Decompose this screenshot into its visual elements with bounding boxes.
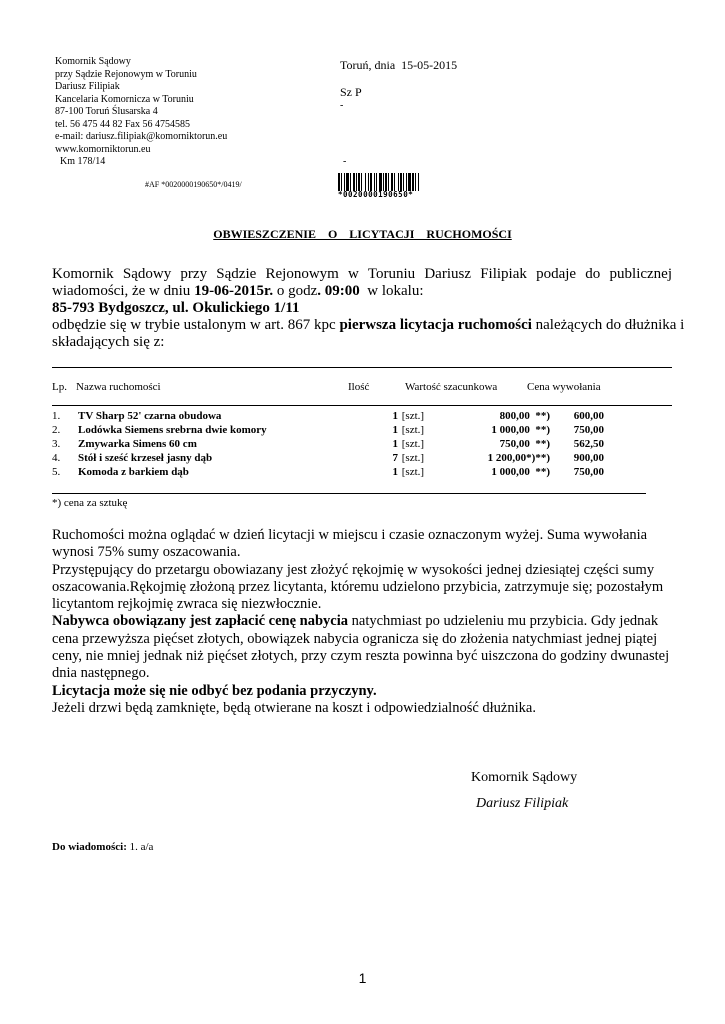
auction-address: 85-793 Bydgoszcz, ul. Okulickiego 1/11: [52, 300, 300, 316]
payment-paragraph: [52, 613, 672, 682]
row-lp: 1.: [52, 410, 61, 422]
intro-text: należących do dłużnika i: [531, 317, 685, 333]
row-price: 562,50: [573, 438, 604, 450]
row-unit: [szt.]: [399, 410, 425, 422]
row-lp: 2.: [52, 424, 61, 436]
row-value: 1 200,00*)**): [487, 452, 550, 464]
row-value: 800,00 **): [499, 410, 550, 422]
addressee: Sz P: [340, 85, 362, 99]
row-qty-value: 1: [392, 424, 398, 436]
conditions-text: [52, 527, 672, 717]
row-qty: [360, 466, 398, 478]
header-line: tel. 56 475 44 82 Fax 56 4754585: [55, 118, 190, 130]
barcode-text: *0020000190650*: [338, 190, 414, 199]
auction-time: . 09:00: [317, 283, 360, 299]
row-value: 1 000,00 **): [491, 466, 550, 478]
row-qty: [360, 452, 398, 464]
row-qty-value: 7: [392, 452, 398, 464]
row-unit: [szt.]: [399, 438, 425, 450]
col-header-qty: Ilość: [348, 381, 370, 393]
distribution-value: 1. a/a: [126, 841, 154, 853]
cancellation-note: Licytacja może się nie odbyć bez podania przyczyny.: [52, 682, 377, 699]
viewing-paragraph: Ruchomości można oglądać w dzień licytacji w miejscu i czasie oznaczonym wyżej. Suma wywołania wynosi 75% sumy oszacowania.: [52, 527, 648, 561]
barcode: [338, 173, 444, 198]
reference-code: #AF *0020000190650*/0419/: [145, 180, 242, 189]
row-price: 600,00: [573, 410, 604, 422]
document-date: Toruń, dnia 15-05-2015: [340, 58, 458, 72]
row-lp: 3.: [52, 438, 61, 450]
barcode-bar: [419, 173, 420, 191]
table-row: [52, 466, 672, 480]
intro-text: wiadomości, że w dniu: [52, 283, 195, 299]
row-value: 1 000,00 **): [491, 424, 550, 436]
header-line: Dariusz Filipiak: [55, 81, 120, 92]
intro-line: Komornik Sądowy przy Sądzie Rejonowym w Toruniu Dariusz Filipiak podaje do publicznej: [52, 266, 672, 282]
intro-text: w lokalu:: [359, 283, 424, 299]
header-line: Kancelaria Komornicza w Toruniu: [55, 93, 194, 105]
row-unit: [szt.]: [399, 424, 425, 436]
row-price: 900,00: [573, 452, 604, 464]
col-header-value: Wartość szacunkowa: [405, 381, 498, 393]
row-price: 750,00: [573, 424, 604, 436]
barcode-dash: -: [343, 156, 347, 167]
locked-doors-paragraph: Jeżeli drzwi będą zamknięte, będą otwierane na koszt i odpowiedzialność dłużnika.: [52, 699, 536, 716]
table-header-rule: [52, 405, 672, 406]
row-qty: [360, 424, 398, 436]
table-top-rule: [52, 367, 672, 368]
distribution-list: [52, 841, 153, 853]
intro-line: składających się z:: [52, 334, 165, 350]
auction-type: pierwsza licytacja ruchomości: [339, 317, 532, 333]
row-name: TV Sharp 52' czarna obudowa: [78, 410, 222, 422]
row-lp: 5.: [52, 466, 61, 478]
row-qty-value: 1: [392, 466, 398, 478]
page-number: 1: [358, 970, 367, 986]
row-name: Zmywarka Simens 60 cm: [78, 438, 197, 450]
auction-date: 19-06-2015r.: [194, 283, 274, 299]
row-name: Lodówka Siemens srebrna dwie komory: [78, 424, 267, 436]
col-header-name: Nazwa ruchomości: [76, 381, 161, 393]
row-qty: [360, 410, 398, 422]
table-row: [52, 424, 672, 438]
header-line: 87-100 Toruń Ślusarska 4: [55, 106, 158, 117]
bailiff-header: [55, 56, 285, 169]
payment-bold: Nabywca obowiązany jest zapłacić cenę nabycia: [52, 613, 349, 630]
intro-line: [52, 283, 672, 300]
distribution-label: Do wiadomości:: [52, 841, 127, 853]
case-number: Km 178/14: [55, 156, 106, 167]
row-lp: 4.: [52, 452, 61, 464]
signature-name: Dariusz Filipiak: [476, 796, 569, 811]
table-bottom-rule: [52, 493, 646, 494]
header-line: www.komorniktorun.eu: [55, 143, 151, 155]
signature-title: Komornik Sądowy: [471, 770, 578, 785]
table-row: [52, 452, 672, 466]
row-unit: [szt.]: [399, 466, 425, 478]
addressee-dash: -: [340, 100, 344, 111]
row-qty-value: 1: [392, 410, 398, 422]
table-footnote: *) cena za sztukę: [52, 497, 128, 509]
row-price: 750,00: [573, 466, 604, 478]
header-line: e-mail: dariusz.filipiak@komorniktorun.eu: [55, 131, 228, 142]
header-line: przy Sądzie Rejonowym w Toruniu: [55, 68, 197, 80]
table-row: [52, 438, 672, 452]
row-unit: [szt.]: [399, 452, 425, 464]
header-line: Komornik Sądowy: [55, 56, 131, 67]
row-qty-value: 1: [392, 438, 398, 450]
payment-text: natychmiast po udzieleniu mu przybicia. Gdy jednak cena przewyższa pięćset złotych, obowiązek nabycia ogranicza się do złożenia natychmiast jednej piątej ceny, nie mniej jednak niż pięćset złotych, przy czym reszta powinna być uiszczona do godziny dwunastej dnia następnego.: [52, 613, 670, 682]
intro-paragraph: [52, 266, 685, 351]
intro-line: [52, 317, 685, 334]
row-value: 750,00 **): [499, 438, 550, 450]
barcode-bars: [338, 173, 444, 191]
table-row: [52, 410, 672, 424]
row-name: Komoda z barkiem dąb: [78, 466, 189, 478]
document-title: OBWIESZCZENIE O LICYTACJI RUCHOMOŚCI: [213, 227, 512, 241]
intro-text: odbędzie się w trybie ustalonym w art. 867 kpc: [52, 317, 340, 333]
col-header-lp: Lp.: [52, 381, 67, 393]
row-qty: [360, 438, 398, 450]
col-header-price: Cena wywołania: [527, 381, 601, 393]
intro-text: o godz: [273, 283, 318, 299]
deposit-paragraph: Przystępujący do przetargu obowiazany jest złożyć rękojmię w wysokości jednej dziesiątej części sumy oszacowania.Rękojmię złożoną przez licytanta, któremu udzielono przybicia, zatrzymuje się; pozostałym licytantom rejkojmię zwraca się niezwłocznie.: [52, 561, 664, 613]
row-name: Stół i sześć krzeseł jasny dąb: [78, 452, 213, 464]
